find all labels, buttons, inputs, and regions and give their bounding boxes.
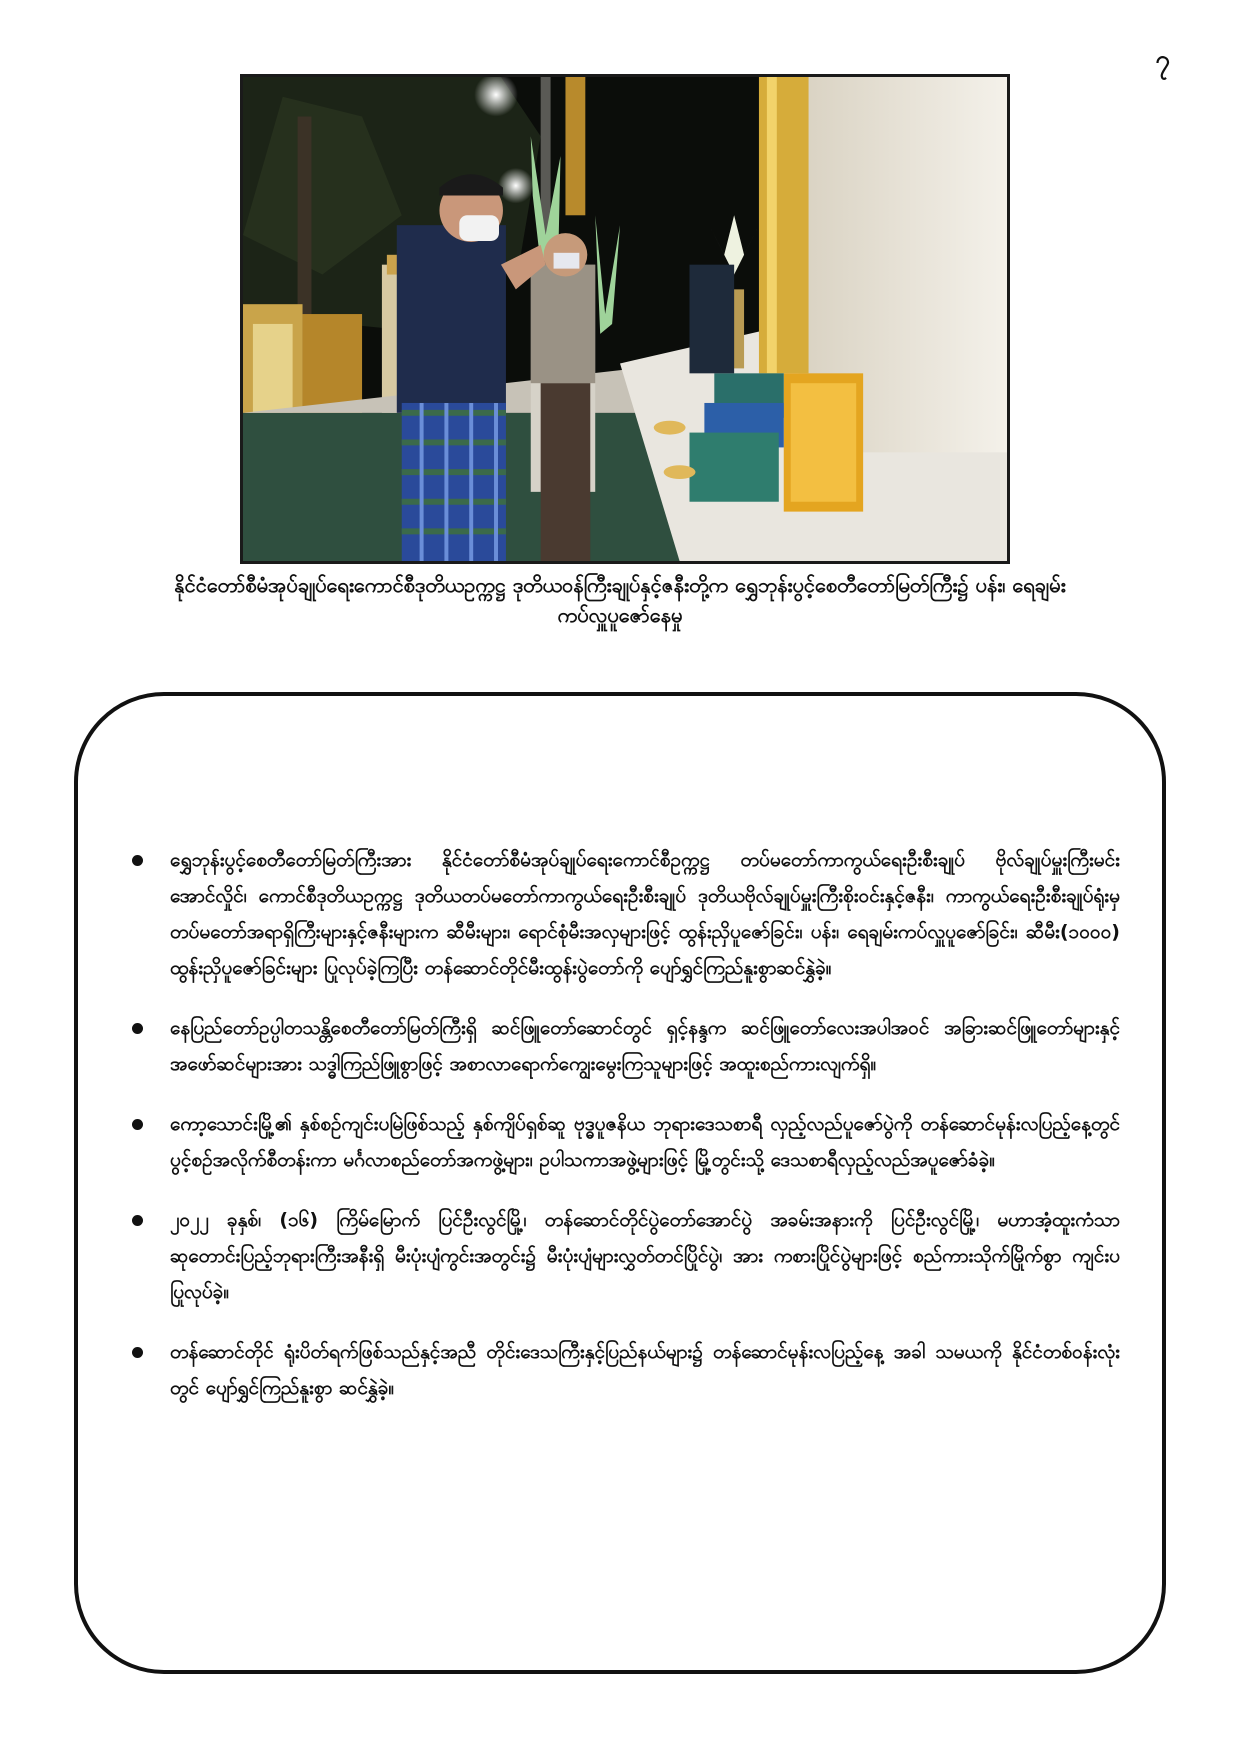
caption-line-2: ကပ်လှူပူဇော်နေမှု [557, 603, 683, 627]
list-item [130, 842, 1120, 986]
bullet-dot-icon [132, 1347, 143, 1358]
bullet-dot-icon [132, 1023, 143, 1034]
bullet-text: နေပြည်တော်ဥပ္ပါတသန္တိစေတီတော်မြတ်ကြီးရှိ ဆင်ဖြူတော်ဆောင်တွင် ရှင့်နန္ဒက ဆင်ဖြူတော်လေးအပါအဝင် အခြားဆင်ဖြူတော်များနှင့် အဖော်ဆင်များအား သဒ္ဓါကြည်ဖြူစွာဖြင့် အစာလာရောက်ကျွေးမွေးကြသူများဖြင့် အထူးစည်ကားလျက်ရှိ။ [170, 1017, 1120, 1075]
bullet-text: ရွှေဘုန်းပွင့်စေတီတော်မြတ်ကြီးအား နိုင်ငံတော်စီမံအုပ်ချုပ်ရေးကောင်စီဥက္ကဋ္ဌ တပ်မတော်ကာကွယ်ရေးဦးစီးချုပ် ဗိုလ်ချုပ်မှူးကြီးမင်းအောင်လှိုင်၊ ကောင်စီဒုတိယဥက္ကဋ္ဌ ဒုတိယတပ်မတော်ကာကွယ်ရေးဦးစီးချုပ် ဒုတိယဗိုလ်ချုပ်မှူးကြီးစိုးဝင်းနှင့်ဇနီး၊ ကာကွယ်ရေးဦးစီးချုပ်ရုံးမှ တပ်မတော်အရာရှိကြီးများနှင့်ဇနီးများက ဆီမီးများ၊ ရောင်စုံမီးအလှများဖြင့် ထွန်းညှိပူဇော်ခြင်း၊ ပန်း၊ ရေချမ်းကပ်လှူပူဇော်ခြင်း၊ ဆီမီး(၁၀၀၀) ထွန်းညှိပူဇော်ခြင်းများ ပြုလုပ်ခဲ့ကြပြီး တန်ဆောင်တိုင်မီးထွန်းပွဲတော်ကို ပျော်ရွှင်ကြည်နူးစွာဆင်နွှဲခဲ့။ [170, 849, 1120, 979]
photo-caption [90, 570, 1150, 630]
news-bullet-list [130, 842, 1120, 1430]
list-item [130, 1334, 1120, 1406]
bullet-text: ကော့သောင်းမြို့၏ နှစ်စဉ်ကျင်းပမြဲဖြစ်သည့် နှစ်ကျိပ်ရှစ်ဆူ ဗုဒ္ဓပူဇနိယ ဘုရားဒေသစာရီ လှည့်လည်ပူဇော်ပွဲကို တန်ဆောင်မုန်းလပြည့်နေ့တွင် ပွင့်စဉ်အလိုက်စီတန်းကာ မင်္ဂလာစည်တော်အကဖွဲ့များ၊ ဥပါသကာအဖွဲ့များဖြင့် မြို့တွင်းသို့ ဒေသစာရီလှည့်လည်အပူဇော်ခံခဲ့။ [170, 1113, 1120, 1171]
caption-line-1: နိုင်ငံတော်စီမံအုပ်ချုပ်ရေးကောင်စီဒုတိယဥက္ကဋ္ဌ ဒုတိယဝန်ကြီးချုပ်နှင့်ဇနီးတို့က ရွှေဘုန်းပွင့်စေတီတော်မြတ်ကြီး၌ ပန်း၊ ရေချမ်း [174, 573, 1066, 597]
bullet-dot-icon [132, 1119, 143, 1130]
ceremony-photo [240, 74, 1010, 564]
bullet-dot-icon [132, 855, 143, 866]
bullet-dot-icon [132, 1215, 143, 1226]
page-number: ၇ [1155, 45, 1170, 75]
bullet-text: ၂၀၂၂ ခုနှစ်၊ (၁၆) ကြိမ်မြောက် ပြင်ဦးလွင်မြို့၊ တန်ဆောင်တိုင်ပွဲတော်အောင်ပွဲ အခမ်းအနားကို ပြင်ဦးလွင်မြို့၊ မဟာအံ့ထူးကံသာ ဆုတောင်းပြည့်ဘုရားကြီးအနီးရှိ မီးပုံးပျံကွင်းအတွင်း၌ မီးပုံးပျံများလွှတ်တင်ပြိုင်ပွဲ၊ အား ကစားပြိုင်ပွဲများဖြင့် စည်ကားသိုက်မြိုက်စွာ ကျင်းပပြုလုပ်ခဲ့။ [170, 1209, 1120, 1303]
list-item [130, 1202, 1120, 1310]
list-item [130, 1106, 1120, 1178]
list-item [130, 1010, 1120, 1082]
bullet-text: တန်ဆောင်တိုင် ရုံးပိတ်ရက်ဖြစ်သည်နှင့်အညီ တိုင်းဒေသကြီးနှင့်ပြည်နယ်များ၌ တန်ဆောင်မုန်းလပြည့်နေ့ အခါ သမယကို နိုင်ငံတစ်ဝန်းလုံးတွင် ပျော်ရွှင်ကြည်နူးစွာ ဆင်နွှဲခဲ့။ [170, 1341, 1120, 1399]
